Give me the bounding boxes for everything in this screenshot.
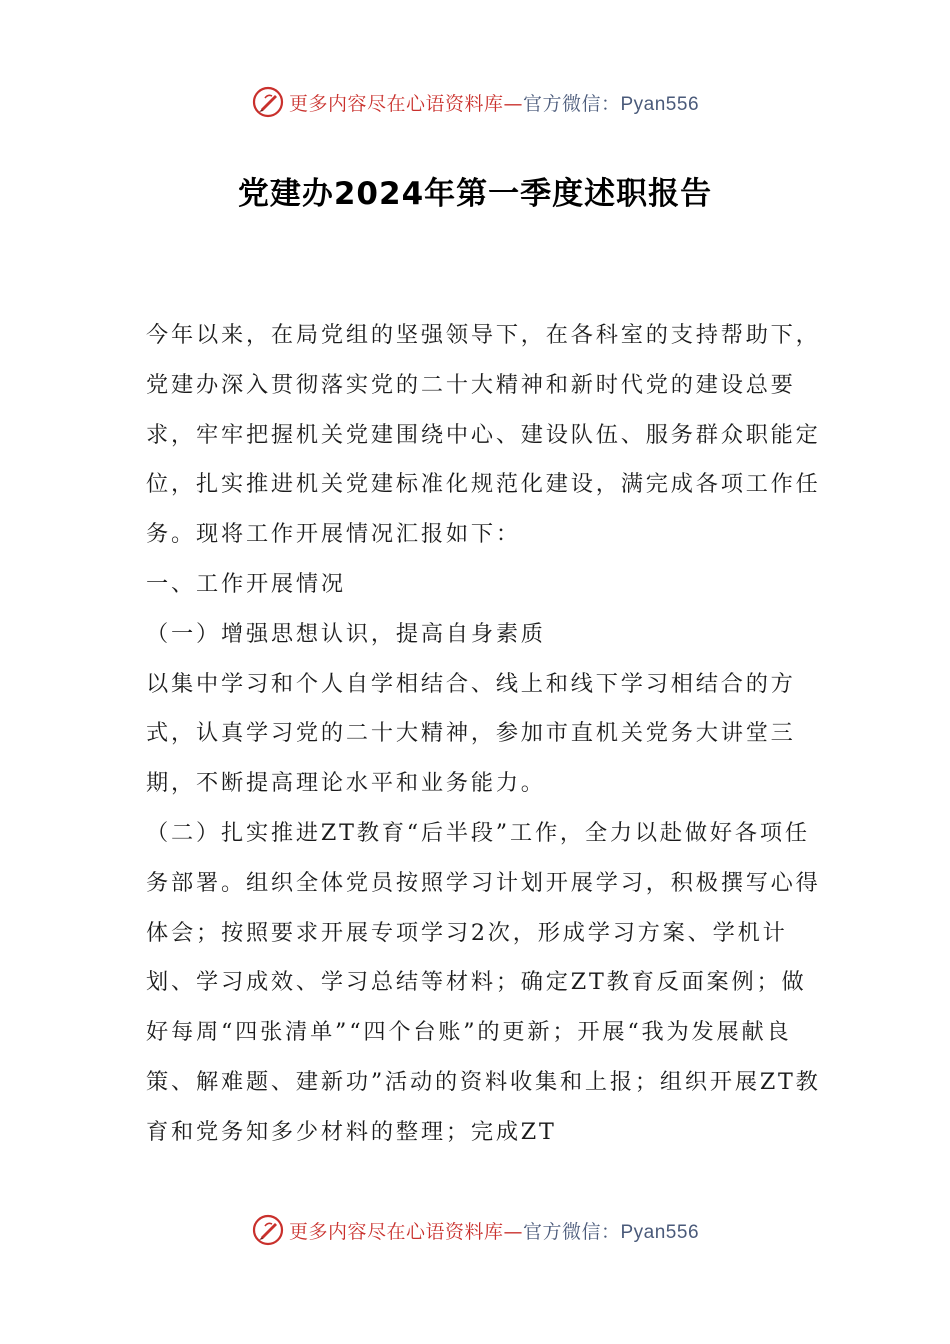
banner-main-text: 更多内容尽在心语资料库 bbox=[288, 1220, 504, 1243]
banner-dash: — bbox=[503, 1220, 523, 1243]
banner-wechat-id: Pyan556 bbox=[620, 1221, 700, 1243]
document-body bbox=[146, 311, 828, 1158]
banner-text bbox=[289, 1217, 699, 1244]
banner-wechat-label: 官方微信： bbox=[522, 92, 621, 115]
banner-wechat-label: 官方微信： bbox=[522, 1220, 621, 1243]
intro-paragraph: 今年以来，在局党组的坚强领导下，在各科室的支持帮助下，党建办深入贯彻落实党的二十大精神和新时代党的建设总要求，牢牢把握机关党建围绕中心、建设队伍、服务群众职能定位，扎实推进机关党建标准化规范化建设，满完成各项工作任务。现将工作开展情况汇报如下： bbox=[146, 322, 821, 548]
header-watermark-banner bbox=[0, 82, 950, 122]
banner-dash: — bbox=[503, 92, 523, 115]
banner-wechat-id: Pyan556 bbox=[620, 93, 700, 115]
banner-main-text: 更多内容尽在心语资料库 bbox=[288, 92, 504, 115]
footer-watermark-banner bbox=[0, 1210, 950, 1250]
banner-text bbox=[289, 89, 699, 116]
body-paragraph-1: 以集中学习和个人自学相结合、线上和线下学习相结合的方式，认真学习党的二十大精神，参加市直机关党务大讲堂三期，不断提高理论水平和业务能力。 bbox=[146, 670, 796, 797]
document-title: 党建办2024年第一季度述职报告 bbox=[237, 176, 713, 212]
subsection-heading-1: （一）增强思想认识，提高自身素质 bbox=[146, 620, 546, 647]
pen-seal-logo-icon bbox=[251, 1213, 285, 1247]
body-paragraph-2: （二）扎实推进ZT教育“后半段”工作，全力以赴做好各项任务部署。组织全体党员按照学习计划开展学习，积极撰写心得体会；按照要求开展专项学习2次，形成学习方案、学机计划、学习成效、学习总结等材料；确定ZT教育反面案例；做好每周“四张清单”“四个台账”的更新；开展“我为发展献良策、解难题、建新功”活动的资料收集和上报；组织开展ZT教育和党务知多少材料的整理；完成ZT bbox=[146, 819, 821, 1145]
pen-seal-logo-icon bbox=[251, 85, 285, 119]
section-heading: 一、工作开展情况 bbox=[146, 570, 346, 597]
